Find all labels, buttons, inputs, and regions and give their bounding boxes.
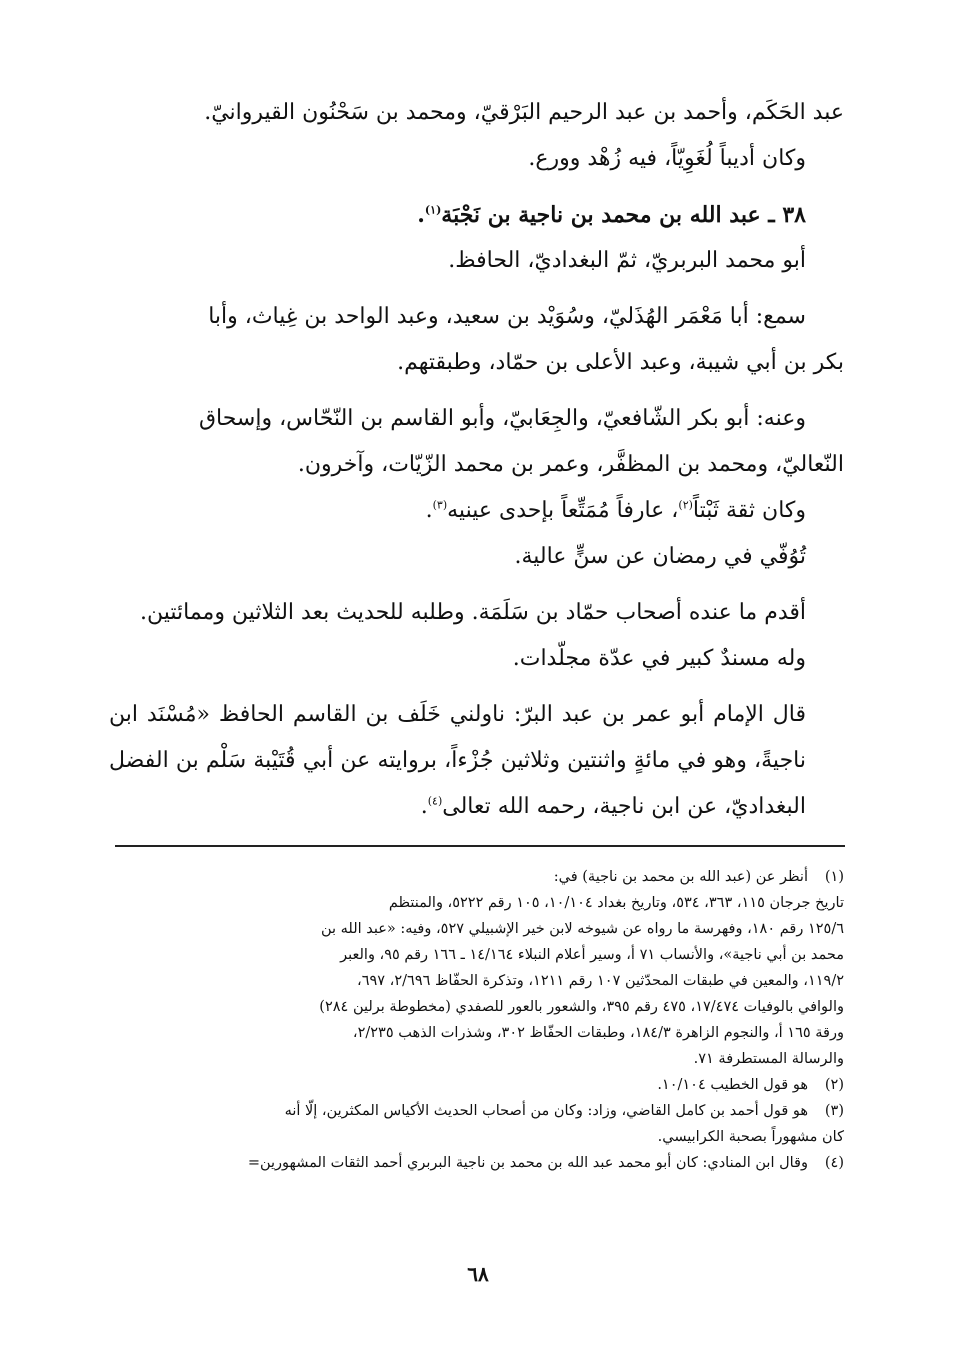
footnote-text: وقال ابن المنادي: كان أبو محمد عبد الله بن محمد بن ناجية البربري أحمد الثقات المشهورين= [247,1155,808,1171]
heading-end: . [417,202,425,228]
main-text [109,90,844,830]
footnote-line: محمد بن أبي ناجية»، والأنساب ٧١ أ، وسير أعلام النبلاء ١٤/١٦٤ ـ ١٦٦ رقم ٩٥، والعبر [340,947,844,963]
footnote-line: والرسالة المستطرفة ٧١. [693,1051,844,1067]
footnote-ref: (٣) [432,498,448,512]
text-segment: . [420,794,428,819]
text-segment: وكان ثقة ثَبْتاً [692,498,806,523]
page-number: ٦٨ [467,1262,489,1286]
text-segment: . [425,498,433,523]
text-line: أبو محمد البربريّ، ثمّ البغداديّ، الحافظ. [448,248,806,273]
footnote-number: (٤) [824,1155,844,1171]
footnote-line: ١١٩/٢، والمعين في طبقات المحدّثين ١٠٧ رقم ١٢١١، وتذكرة الحفّاظ ٢/٦٩٦، ٦٩٧، [357,973,844,989]
footnote-ref: (١) [424,203,442,217]
text-line: تُوُفّي في رمضان عن سنٍّ عالية. [514,544,806,569]
text-line: وكان أديباً لُغَوِيّاً، فيه زُهْد وورع. [528,146,806,171]
footnote-line: والوافي بالوفيات ١٧/٤٧٤، ٤٧٥ رقم ٣٩٥، والشعور بالعور للصفدي (مخطوطة برلين ٢٨٤) [319,999,844,1015]
footnote-text: هو قول الخطيب ١٠/١٠٤. [657,1077,808,1093]
footnote-4 [109,1150,844,1176]
footnote-3 [109,1098,844,1124]
footnote-number: (٢) [824,1077,844,1093]
footnote-text: أنظر عن (عبد الله بن محمد بن ناجية) في: [553,869,808,885]
text-segment: قال الإمام أبو عمر بن عبد البرّ: ناولني خَلَف بن القاسم الحافظ «مُسْنَد ابن ناجيةً، وهو في مائةٍ واثنتين وثلاثين جُزْءاً، بروايته عن أبي قُتَيْبة سَلْم بن الفضل البغداديّ، عن ابن ناجية، رحمه الله تعالى [109,702,807,819]
text-line: وعنه: أبو بكر الشّافعيّ، والجِعَابيّ، وأبو القاسم بن النّحّاس، وإسحاق [198,406,806,431]
footnotes [109,864,844,1176]
footnote-text: هو قول أحمد بن كامل القاضي، وزاد: وكان من أصحاب الحديث الأكياس المكثرين، إلّا أنه [284,1103,808,1119]
text-line: سمع: أبا مَعْمَر الهُذَليّ، وسُوَيْد بن سعيد، وعبد الواحد بن غِياث، وأبا [208,304,806,329]
footnote-separator [115,845,845,847]
footnote-line: ١٢٥/٦ رقم ١٨٠، وفهرسة ما رواه عن شيوخه لابن خير الإشبيلي ٥٢٧، وفيه: «عبد الله بن [320,921,844,937]
footnote-2 [109,1072,844,1098]
footnote-number: (٣) [824,1103,844,1119]
footnote-line: تاريخ جرجان ١١٥، ٣٦٣، ٥٣٤، وتاريخ بغداد ١٠/١٠٤، ١٠٥ رقم ٥٢٢٢، والمنتظم [388,895,844,911]
text-line: عبد الحَكَم، وأحمد بن عبد الرحيم البَرْقيّ، ومحمد بن سَحْنُون القيروانيّ. [204,100,844,125]
text-line: وله مسندٌ كبير في عدّة مجلّدات. [512,646,806,671]
text-paragraph: أقدم ما عنده أصحاب حمّاد بن سَلَمَة. وطلبه للحديث بعد الثلاثين وممائتين. [139,600,806,625]
text-line [109,488,844,534]
footnote-1 [109,864,844,890]
footnote-ref: (٤) [427,794,443,808]
biography-heading [109,192,844,238]
text-paragraph [109,692,844,830]
footnote-line: كان مشهوراً بصحبة الكرابيسي. [657,1129,844,1145]
text-line: بكر بن أبي شيبة، وعبد الأعلى بن حمّاد، وطبقتهم. [397,350,844,375]
text-line: النّعاليّ، ومحمد بن المظفَّر، وعمر بن محمد الزّيّات، وآخرون. [297,452,844,477]
footnote-number: (١) [824,869,844,885]
footnote-ref: (٢) [678,498,693,512]
footnote-line: ورقة ١٦٥ أ، والنجوم الزاهرة ١٨٤/٣، وطبقات الحفّاظ ٣٠٢، وشذرات الذهب ٢/٢٣٥، [352,1025,844,1041]
text-segment: ، عارفاً مُمَتِّعاً بإحدى عينيه [447,498,679,523]
heading-title: ٣٨ ـ عبد الله بن محمد بن ناجية بن نَجْبَة [441,202,806,228]
